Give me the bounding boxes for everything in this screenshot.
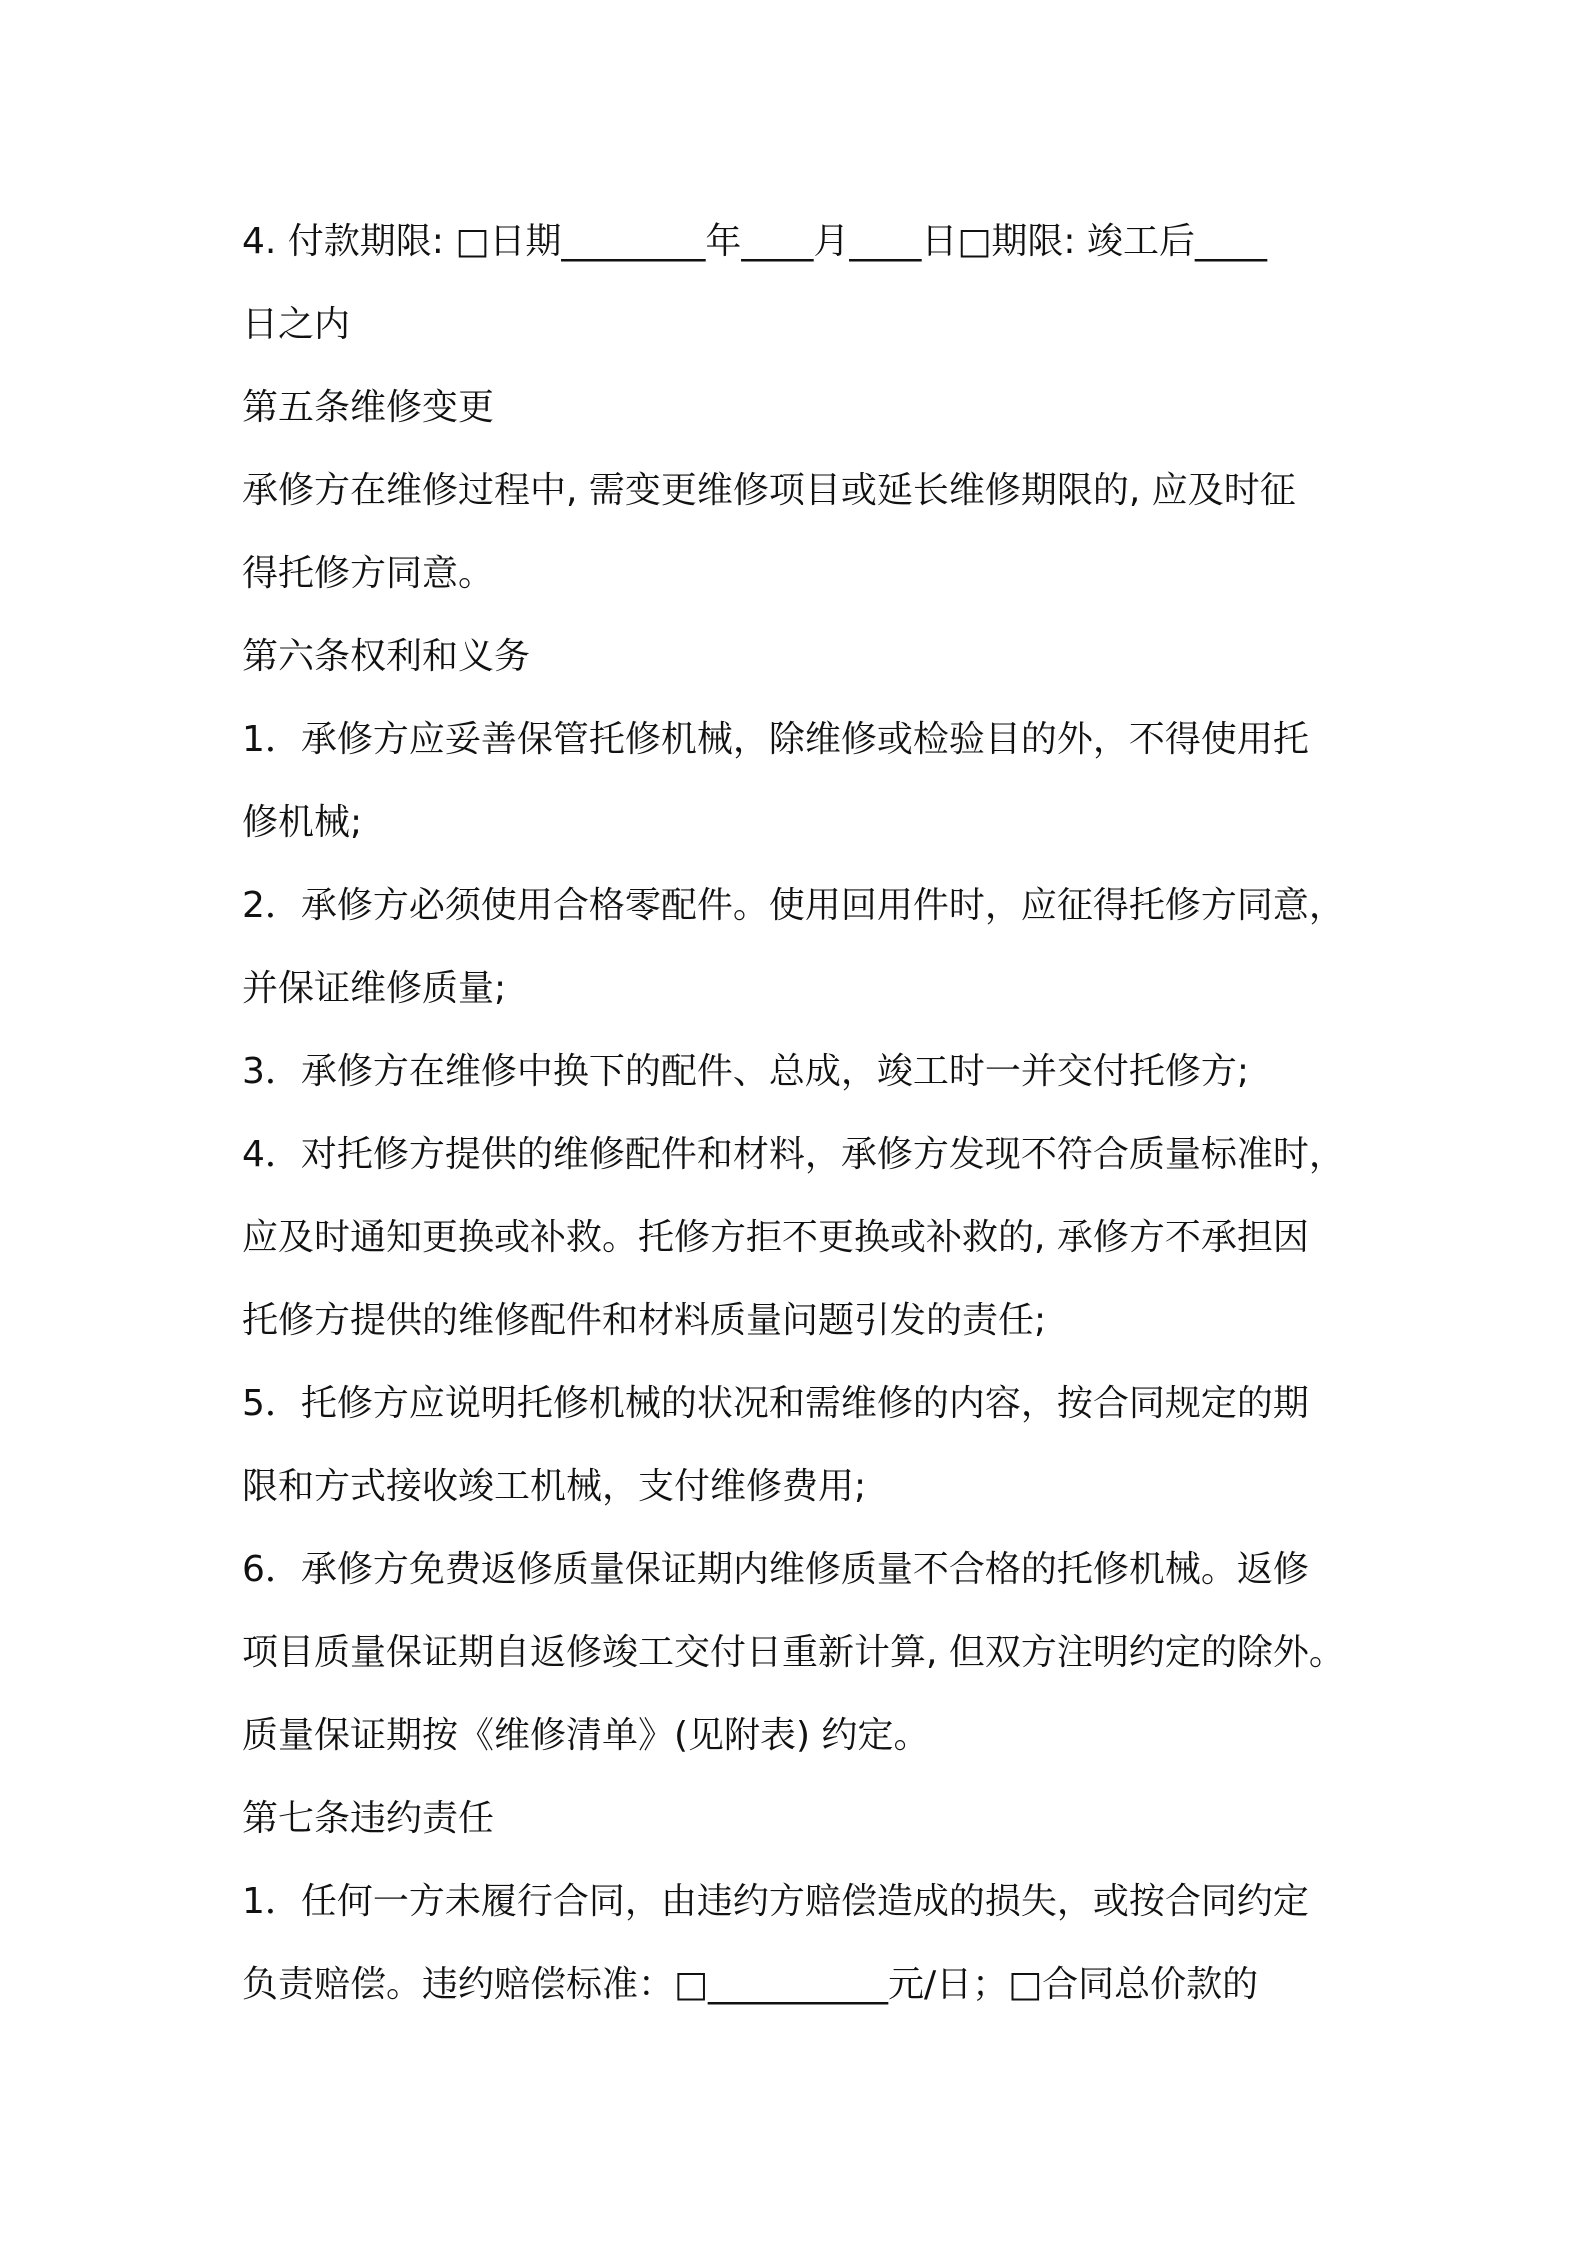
- article-6-item-2: 2．承修方必须使用合格零配件。使用回用件时，应征得托修方同意，: [242, 885, 1345, 926]
- article-7-item-1-cont: 负责赔偿。违约赔偿标准：□__________元/日；□合同总价款的: [242, 1964, 1259, 2005]
- payment-term-line-cont: 日之内: [242, 304, 351, 345]
- article-6-item-6-cont-2: 质量保证期按《维修清单》(见附表) 约定。: [242, 1715, 930, 1756]
- document-body: [242, 200, 1362, 2026]
- article-6-item-5: 5．托修方应说明托修机械的状况和需维修的内容，按合同规定的期: [242, 1383, 1309, 1424]
- article-6-item-2-cont: 并保证维修质量;: [242, 968, 507, 1009]
- article-5-text: 承修方在维修过程中, 需变更维修项目或延长维修期限的, 应及时征: [242, 470, 1296, 511]
- article-6-item-3: 3．承修方在维修中换下的配件、总成，竣工时一并交付托修方;: [242, 1051, 1250, 1092]
- article-6-item-5-cont: 限和方式接收竣工机械，支付维修费用;: [242, 1466, 867, 1507]
- article-6-item-4-cont-2: 托修方提供的维修配件和材料质量问题引发的责任;: [242, 1300, 1047, 1341]
- article-6-heading: 第六条权利和义务: [242, 636, 531, 677]
- payment-term-line: 4. 付款期限: □日期________年____月____日□期限: 竣工后____: [242, 221, 1267, 262]
- article-6-item-6: 6．承修方免费返修质量保证期内维修质量不合格的托修机械。返修: [242, 1549, 1309, 1590]
- article-6-item-1: 1．承修方应妥善保管托修机械，除维修或检验目的外，不得使用托: [242, 719, 1309, 760]
- article-6-item-6-cont: 项目质量保证期自返修竣工交付日重新计算, 但双方注明约定的除外。: [242, 1632, 1345, 1673]
- article-5-heading: 第五条维修变更: [242, 387, 495, 428]
- article-5-text-cont: 得托修方同意。: [242, 553, 495, 594]
- article-6-item-4-cont: 应及时通知更换或补救。托修方拒不更换或补救的, 承修方不承担因: [242, 1217, 1309, 1258]
- article-6-item-4: 4．对托修方提供的维修配件和材料，承修方发现不符合质量标准时，: [242, 1134, 1345, 1175]
- article-7-item-1: 1．任何一方未履行合同，由违约方赔偿造成的损失，或按合同约定: [242, 1881, 1309, 1922]
- article-6-item-1-cont: 修机械;: [242, 802, 363, 843]
- article-7-heading: 第七条违约责任: [242, 1798, 495, 1839]
